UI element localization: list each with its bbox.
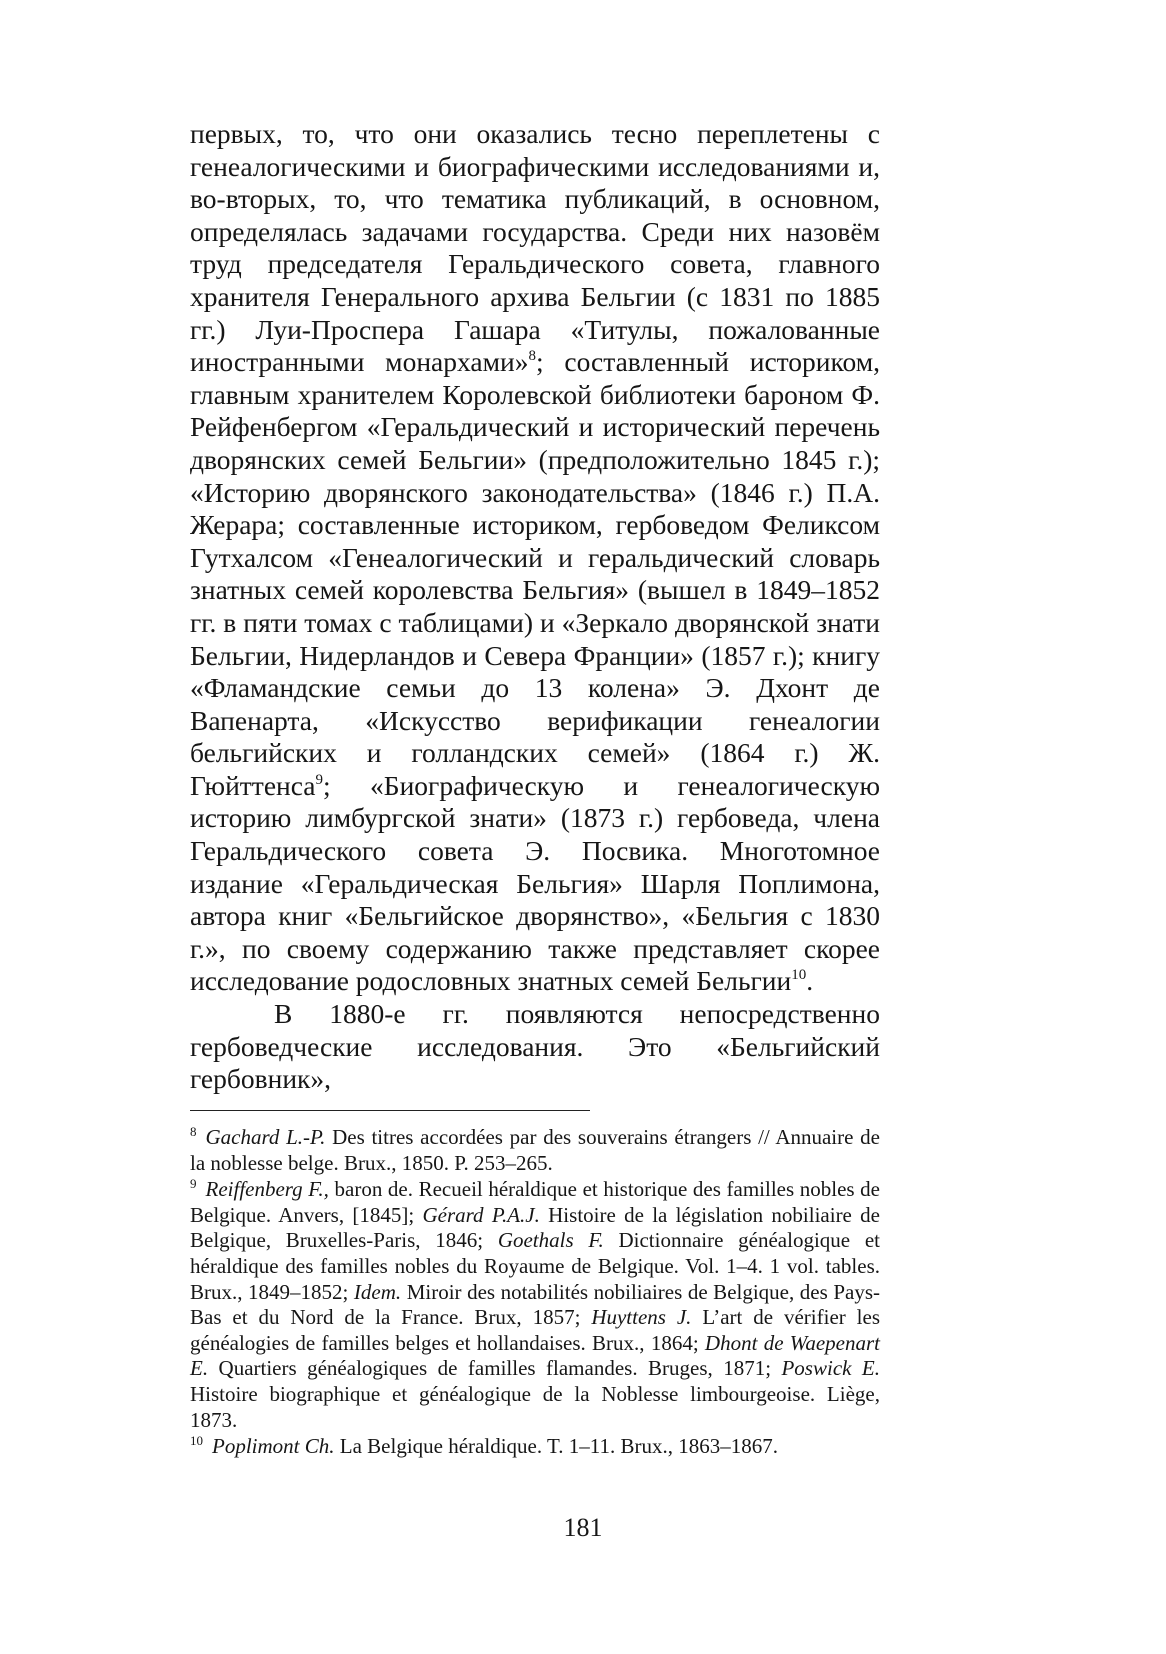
- footnote-9: [190, 1177, 880, 1433]
- footnote-reference[interactable]: 9: [315, 771, 323, 788]
- author-name: Gérard P.A.J.: [422, 1202, 540, 1227]
- footnote-reference[interactable]: 10: [791, 967, 807, 984]
- footnote-number: 9: [190, 1176, 197, 1192]
- page-number: 181: [563, 1513, 603, 1542]
- footnotes-list: [190, 1125, 880, 1461]
- author-name: Poswick E.: [781, 1356, 880, 1381]
- footnote-8: [190, 1125, 880, 1176]
- author-name: Idem.: [353, 1279, 402, 1304]
- footnote-number: 10: [190, 1433, 203, 1449]
- footnote-divider: [190, 1110, 590, 1111]
- citation-text: baron de. Recueil héraldique et historique des familles nobles de Belgique. Anvers, [1845];: [190, 1177, 880, 1227]
- footnote-reference[interactable]: 8: [528, 348, 536, 365]
- citation-text: Des titres accordées par des souverains étrangers // Annuaire de la noblesse belge. Brux., 1850. P. 253–265.: [190, 1125, 880, 1175]
- footnote-10: [190, 1434, 880, 1460]
- citation-text: Dictionnaire généalogique et héraldique des familles nobles du Royaume de Belgique. Vol. 1–4. 1 vol. tables. Brux., 1849–1852;: [190, 1228, 880, 1304]
- author-name: Dhont de Waepenart E.: [190, 1330, 880, 1381]
- body-paragraph: В 1880-е гг. появляются непосредственно гербоведческие исследования. Это «Бельгийский гербовник»,: [190, 998, 880, 1095]
- text-run: .: [806, 965, 814, 997]
- author-name: Goethals F.: [497, 1228, 604, 1253]
- footnote-number: 8: [190, 1124, 197, 1139]
- citation-text: Histoire biographique et généalogique de la Noblesse limbourgeoise. Liège, 1873.: [190, 1381, 880, 1432]
- citation-text: Histoire de la législation nobiliaire de Belgique, Bruxelles-Paris, 1846;: [190, 1202, 880, 1253]
- text-run: ; «Биографическую и генеалогическую историю лимбургской знати» (1873 г.) гербоведа, члена Геральдического совета Э. Посвика. Многотомное издание «Геральдическая Бельгия» Шарля Поплимона, автора книг «Бельгийское дворянство», «Бельгия с 1830 г.», по своему содержанию также представляет скорее исследование родословных знатных семей Бельгии: [190, 769, 880, 997]
- text-run: ; составленный историком, главным хранителем Королевской библиотеки бароном Ф. Рейфенбергом «Геральдический и исторический перечень дворянских семей Бельгии» (предположительно 1845 г.); «Историю дворянского законодательства» (1846 г.) П.А. Жерара; составленные историком, гербоведом Феликсом Гутхалсом «Генеалогический и геральдический словарь знатных семей королевства Бельгия» (вышел в 1849–1852 гг. в пяти томах с таблицами) и «Зеркало дворянской знати Бельгии, Нидерландов и Севера Франции» (1857 г.); книгу «Фламандские семьи до 13 колена» Э. Дхонт де Вапенарта, «Искусство верификации генеалогии бельгийских и голландских семей» (1864 г.) Ж. Гюйттенса: [190, 346, 880, 801]
- author-name: Poplimont Ch.: [212, 1434, 335, 1459]
- body-paragraph: [190, 118, 880, 998]
- text-run: первых, то, что они оказались тесно переплетены с генеалогическими и биографическими исследованиями и, во-вторых, то, что тематика публикаций, в основном, определялась задачами государства. Среди них назовём труд председателя Геральдического совета, главного хранителя Генерального архива Бельгии (с 1831 по 1885 гг.) Луи-Проспера Гашара «Титулы, пожалованные иностранными монархами»: [190, 118, 880, 378]
- author-name: Gachard L.-P.: [205, 1125, 326, 1149]
- main-text: [190, 118, 880, 1096]
- citation-text: Quartiers généalogiques de familles flamandes. Bruges, 1871;: [208, 1356, 782, 1381]
- author-name: Huyttens J.: [591, 1305, 692, 1330]
- citation-text: La Belgique héraldique. T. 1–11. Brux., 1863–1867.: [334, 1434, 778, 1459]
- citation-text: L’art de vérifier les généalogies de familles belges et hollandaises. Brux., 1864;: [190, 1305, 880, 1355]
- citation-text: Miroir des notabilités nobiliaires de Belgique, des Pays-Bas et du Nord de la France. Brux, 1857;: [190, 1279, 880, 1330]
- author-name: Reiffenberg F.,: [205, 1177, 329, 1202]
